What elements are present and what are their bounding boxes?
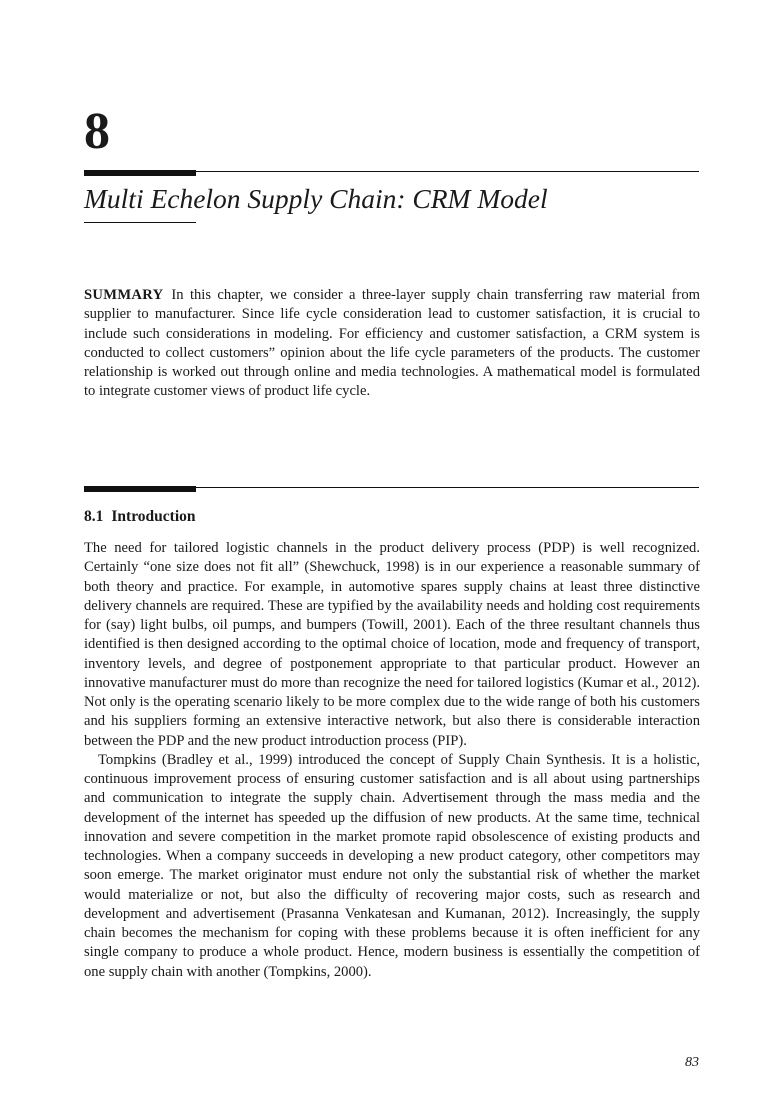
chapter-title-underline — [84, 222, 196, 223]
paragraph: The need for tailored logistic channels in the product delivery process (PDP) is well recognized. Certainly “one size does not fit all” (Shewchuck, 1998) is in our experience a reasonable summary of both theory and practice. For example, in automotive spares supply chains at least three distinctive delivery channels are required. These are typified by the availability needs and holding cost requirements for (say) light bulbs, oil pumps, and bumpers (Towill, 2001). Each of the three resultant channels thus identified is then designed according to the optimal choice of location, mode and frequency of transport, inventory levels, and degree of postponement appropriate to that particular product. However an innovative manufacturer must do more than recognize the need for tailored logistics (Kumar et al., 2012). Not only is the operating scenario likely to be more complex due to the wide range of both his customers and his suppliers forming an extensive interactive network, but also there is considerable interaction between the PDP and the new product introduction process (PIP). — [84, 540, 700, 749]
section-heading — [84, 508, 196, 527]
section-rule-thick — [84, 486, 196, 492]
chapter-summary — [84, 286, 700, 402]
page-number: 83 — [685, 1055, 699, 1070]
paragraph: Tompkins (Bradley et al., 1999) introduced the concept of Supply Chain Synthesis. It is a holistic, continuous improvement process of ensuring customer satisfaction and is all about using partnerships and communication to integrate the supply chain. Advertisement through the mass media and the development of the internet has speeded up the diffusion of new products. At the same time, technical innovation and severe competition in the market promote rapid obsolescence of existing products and technologies. When a company succeeds in developing a new product category, other competitors may soon emerge. The market originator must endure not only the substantial risk of whether the market would materialize or not, but also the difficulty of recovering major costs, such as research and development and advertisement (Prasanna Venkatesan and Kumanan, 2012). Increasingly, the supply chain becomes the mechanism for coping with these problems because it is often inefficient for any single company to produce a whole product. Hence, modern business is essentially the competition of one supply chain with another (Tompkins, 2000). — [84, 751, 700, 980]
chapter-rule-thick — [84, 170, 196, 176]
summary-label: SUMMARY — [84, 287, 164, 303]
summary-text: In this chapter, we consider a three-layer supply chain transferring raw material from supplier to manufacturer. Since life cycle consideration lead to customer satisfaction, it is crucial to include such considerations in modeling. For efficiency and customer satisfaction, a CRM system is conducted to collect customers” opinion about the life cycle parameters of the products. The customer relationship is worked out through online and media technologies. A mathematical model is formulated to integrate customer views of product life cycle. — [84, 287, 700, 400]
section-rule-thin — [196, 487, 699, 488]
section-number: 8.1 — [84, 508, 104, 525]
chapter-rule-thin — [196, 171, 699, 172]
section-title: Introduction — [111, 508, 196, 525]
chapter-number: 8 — [84, 103, 110, 160]
chapter-title: Multi Echelon Supply Chain: CRM Model — [84, 183, 548, 214]
section-body — [84, 539, 700, 982]
